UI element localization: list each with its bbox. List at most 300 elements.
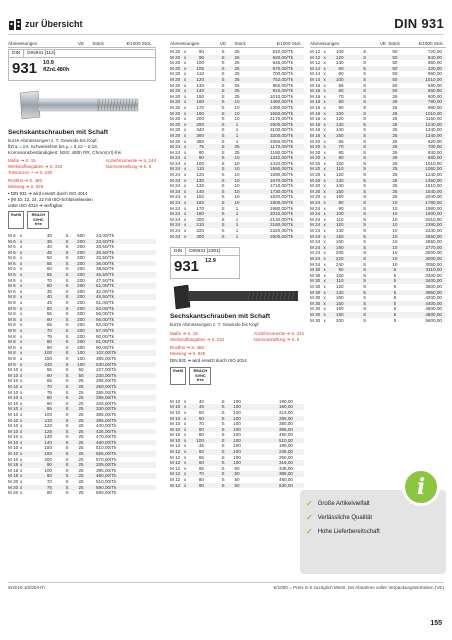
times-sign: x [20,232,23,238]
pack-qty: 200 [77,294,85,300]
pack-qty: 1 [235,127,239,133]
price: 1060,00 [425,166,442,172]
price: 67,00/Tk [96,328,114,334]
times-sign: x [323,289,326,295]
ref-link[interactable]: Maße ➔ S. 15 [8,158,36,164]
price: 180,00 [278,398,293,404]
info-icon: i [402,468,440,506]
price: 285,00/Tk [96,389,117,395]
pack-qty: 200 [77,266,85,272]
price: 1820,00/Tk [270,194,293,200]
thread-size: M 24 [170,194,181,200]
pack-qty: 25 [78,378,84,384]
column-middle [170,39,304,488]
price: 1730,00/Tk [270,188,293,194]
times-sign: x [184,144,187,150]
length: 100 [335,211,344,217]
price: 62,00/Tk [96,322,114,328]
pack-qty: 10 [392,233,398,239]
thread-size: M 24 [310,261,321,267]
thread-size: M 20 [310,183,321,189]
price: 860,00 [427,60,442,66]
times-sign: x [323,272,326,278]
header-stueck: Stück [234,40,246,46]
ve-code: S [65,411,69,417]
times-sign: x [20,456,23,462]
thread-size: M 30 [310,311,321,317]
times-sign: x [184,233,187,239]
ve-code: S [363,183,367,189]
length: 110 [336,278,344,284]
product-material-refs [8,178,156,189]
times-sign: x [184,110,187,116]
header-stueck: Stück [388,40,400,46]
thread-size: M 30 [310,289,321,295]
pack-qty: 25 [392,160,398,166]
reach-badge: REACH SVHC free [27,211,49,229]
length: 110 [44,417,52,423]
pack-qty: 1 [235,211,239,217]
thread-size: M 14 [310,71,321,77]
times-sign: x [20,344,23,350]
times-sign: x [184,172,187,178]
times-sign: x [184,71,187,77]
price: 3950,00 [425,289,442,295]
ve-code: S [221,172,225,178]
thread-size: M 14 [310,76,321,82]
length: 380 [196,138,204,144]
thread-size: M 30 [310,295,321,301]
din-value[interactable]: DIN931 [2301] [185,248,223,255]
price: 720,00 [427,49,442,54]
price: 56,00/Tk [96,316,114,322]
pack-qty: 200 [77,316,85,322]
times-sign: x [184,460,187,466]
ve-code: S [363,132,367,138]
price: 1590,00/Tk [270,172,293,178]
times-sign: x [323,138,326,144]
thread-size: M 12 [170,471,181,477]
ve-code: S [221,155,225,161]
thread-size: M 12 [310,60,321,66]
pack-qty: 25 [392,149,398,155]
price: 180,00 [278,404,293,410]
thread-size: M 24 [170,205,181,211]
price: 780,00 [427,99,442,105]
pack-qty: 200 [77,277,85,283]
length: 100 [335,76,344,82]
price: 480,00/Tk [96,473,117,479]
length: 60 [46,266,52,272]
back-label: zur Übersicht [25,18,83,29]
pack-qty: 1 [235,222,239,228]
price: 570,00/Tk [96,456,117,462]
price: 480,00 [278,477,293,483]
ve-code: S [65,361,69,367]
price: 5600,00 [425,317,442,323]
pack-qty: 5 [393,306,397,312]
price: 2320,00/Tk [270,228,293,233]
length: 300 [196,233,204,239]
size-table-left [8,233,156,496]
times-sign: x [20,277,23,283]
thread-size: M 12 [170,460,181,466]
times-sign: x [323,144,326,150]
pack-qty: 100 [233,437,241,443]
length: 45 [198,443,204,449]
times-sign: x [20,244,23,250]
length: 110 [336,166,344,172]
pack-qty: 25 [392,188,398,194]
ve-code: S [363,278,367,284]
ve-code: S [363,155,367,161]
pack-qty: 25 [392,144,398,150]
table-row[interactable] [170,234,304,240]
length: 160 [196,200,204,206]
thread-size: M 20 [310,160,321,166]
thread-size: M 10 [8,428,19,434]
note-line: DIN 931 ➔ wird ersetzt durch ISO 4014 [170,358,247,364]
price: 1240,00 [425,172,442,178]
pack-qty: 25 [78,484,84,490]
thread-size: M 10 [8,439,19,445]
length: 100 [196,437,204,443]
pack-qty: 25 [78,417,84,423]
times-sign: x [20,255,23,261]
thread-size: M 30 [310,317,321,323]
pack-qty: 1 [235,233,239,239]
thread-size: M 10 [8,417,19,423]
times-sign: x [323,99,326,105]
pack-qty: 1 [235,205,239,211]
ve-code: S [221,104,225,110]
price: 3100,00/Tk [270,127,293,133]
pack-qty: 25 [392,172,398,178]
price: 2600,00/Tk [270,233,293,239]
price: 3110,00 [425,267,442,273]
price: 2170,00/Tk [270,116,293,122]
thread-size: M 20 [8,479,19,485]
length: 70 [46,383,52,389]
price: 380,00 [278,421,293,427]
length: 120 [196,76,204,82]
length: 150 [335,300,344,306]
length: 120 [44,423,52,429]
times-sign: x [184,116,187,122]
pack-qty: 5 [393,267,397,273]
length: 200 [196,116,204,122]
ve-code: S [363,222,367,228]
ref-link[interactable]: Anziehmomente ➔ S. 244 [105,158,156,164]
length: 140 [335,228,344,233]
pack-qty: 10 [392,222,398,228]
thread-size: M 6 [8,244,16,250]
pack-qty: 10 [392,216,398,222]
times-sign: x [20,406,23,412]
thread-size: M 10 [8,389,19,395]
price: 2010,00 [425,216,442,222]
thread-size: M 20 [170,82,181,88]
ve-code: S [65,283,69,289]
ref-link[interactable]: Toleranzen + ➔ S. 230 [8,169,53,175]
pack-qty: 25 [234,71,240,77]
thread-size: M 10 [170,415,181,421]
pack-qty: 200 [77,339,85,345]
compliance-badges [8,211,156,229]
pack-qty: 1 [235,138,239,144]
pack-qty: 200 [77,260,85,266]
thread-size: M 24 [310,200,321,206]
ve-code: S [221,177,225,183]
price: 1980,00 [425,205,442,211]
pack-qty: 25 [78,445,84,451]
thread-size: M 8 [8,311,16,317]
length: 75 [46,333,52,339]
pack-qty: 10 [392,244,398,250]
thread-size: M 24 [170,149,181,155]
ref-link[interactable]: Werkstoffangaben ➔ S. 232 [170,336,225,342]
product-din-row [171,248,239,256]
ve-code: S [221,132,225,138]
price: 2180,00/Tk [270,222,293,228]
times-sign: x [20,383,23,389]
ve-code: S [221,205,225,211]
product-din-row [9,50,155,58]
thread-size: M 10 [8,395,19,401]
thread-size: M 20 [170,88,181,94]
pack-qty: 25 [78,389,84,395]
times-sign: x [184,477,187,483]
pack-qty: 25 [392,194,398,200]
ref-link[interactable]: Werkstoffangaben ➔ S. 232 [8,163,63,169]
times-sign: x [184,93,187,99]
times-sign: x [323,104,326,110]
ve-code: S [221,116,225,122]
table-row[interactable] [310,318,446,324]
compliance-badges [170,367,304,385]
times-sign: x [20,300,23,306]
price: 335,00/Tk [96,462,117,468]
pack-qty: 5 [393,295,397,301]
price: 590,00/Tk [96,490,117,496]
din-value[interactable]: DIN931 [112] [23,50,58,57]
ve-code: S [363,239,367,245]
ve-code: S [65,328,69,334]
pack-qty: 1 [235,121,239,127]
ve-code: S [363,71,367,77]
pack-qty: 25 [78,462,84,468]
pack-qty: 25 [234,93,240,99]
times-sign: x [184,138,187,144]
pack-qty: 10 [234,194,240,200]
times-sign: x [323,300,326,306]
table-row[interactable] [8,490,156,496]
length: 130 [335,121,344,127]
thread-size: M 16 [310,104,321,110]
ve-code: S [221,183,225,189]
table-row[interactable] [170,483,304,489]
header-dimensions: Abmessungen [170,40,200,46]
header-ve: VE [379,40,386,46]
thread-size: M 12 [170,465,181,471]
ve-code: S [363,200,367,206]
length: 220 [335,255,344,261]
length: 125 [44,428,52,434]
length: 45 [198,404,204,410]
times-sign: x [184,65,187,71]
pack-qty: 10 [234,155,240,161]
times-sign: x [323,205,326,211]
length: 120 [335,222,344,228]
thread-size: M 6 [8,266,16,272]
price: 1350,00 [425,177,442,183]
ve-code: S [221,71,225,77]
length: 65 [338,138,344,144]
ve-code: S [363,283,367,289]
times-sign: x [184,188,187,194]
length: 110 [336,216,344,222]
pack-qty: 200 [77,249,85,255]
pack-qty: 25 [78,434,84,440]
length: 60 [338,65,344,71]
times-sign: x [323,200,326,206]
times-sign: x [323,239,326,245]
thread-size: M 20 [310,194,321,200]
length: 100 [335,110,344,116]
ref-link[interactable]: Messing ➔ S. 925 [170,350,206,356]
price: 700,00/Tk [272,71,293,77]
length: 70 [338,93,344,99]
note-line: • DIN 931 ➔ wird ersetzt durch ISO 4014 [8,191,88,197]
ve-code: S [65,417,69,423]
ve-code: S [363,295,367,301]
length: 40 [46,244,52,250]
thread-size: M 10 [8,451,19,457]
reach-badge: REACH SVHC free [189,367,211,385]
ref-link[interactable]: Messing ➔ S. 925 [8,183,44,189]
ve-code: S [221,443,225,449]
times-sign: x [184,200,187,206]
ref-link[interactable]: Maße ➔ S. 15 [170,330,198,336]
times-sign: x [184,465,187,471]
times-sign: x [20,266,23,272]
price: 3300,00 [425,272,442,278]
times-sign: x [20,372,23,378]
thread-size: M 6 [8,260,16,266]
length: 70 [198,421,204,427]
ve-code: S [363,177,367,183]
ref-link[interactable]: Rostfrei ➔ S. 486 [170,345,204,351]
length: 110 [196,71,204,77]
length: 340 [196,127,204,133]
price: 330,00/Tk [96,406,117,412]
ref-link[interactable]: Anziehmomente ➔ S. 244 [253,330,304,336]
thread-size: M 6 [8,249,16,255]
ve-code: S [221,477,225,483]
thread-size: M 24 [170,233,181,239]
price: 295,00/Tk [96,395,117,401]
back-to-overview-link[interactable] [8,18,83,30]
length: 65 [46,272,52,278]
price: 980,00 [427,104,442,110]
length: 80 [198,477,204,483]
ve-code: S [363,228,367,233]
times-sign: x [323,250,326,256]
pack-qty: 10 [392,261,398,267]
footer-price-note: €/1000 = Preis in € zuzüglich MwSt. bei Abnahme voller Verpackungseinheiten (VE) [273,585,444,590]
table-header [310,39,446,48]
header-price: €/1000 Stck. [418,40,444,46]
ve-code: S [65,255,69,261]
thread-size: M 12 [170,449,181,455]
ve-code: S [221,149,225,155]
length: 60 [198,415,204,421]
header-ve: VE [219,40,227,46]
product-grade: 12.9 [205,258,216,265]
ve-code: S [221,460,225,466]
price: 345,00 [278,465,293,471]
pack-qty: 100 [233,443,241,449]
thread-size: M 24 [310,222,321,228]
pack-qty: 25 [392,132,398,138]
pack-qty: 100 [233,421,241,427]
ref-link[interactable]: Rostfrei ➔ S. 486 [8,178,42,184]
times-sign: x [184,82,187,88]
times-sign: x [323,233,326,239]
ve-code: S [221,166,225,172]
ve-code: S [65,288,69,294]
ref-link[interactable]: Normumstellung ➔ S. 6 [253,336,300,342]
times-sign: x [184,437,187,443]
times-sign: x [184,228,187,233]
price: 2040,00 [425,194,442,200]
times-sign: x [20,389,23,395]
ve-code: S [65,232,69,238]
ve-code: S [221,415,225,421]
thread-size: M 20 [310,144,321,150]
thread-size: M 8 [8,300,16,306]
price: 230,00/Tk [96,372,117,378]
price: 3400,00 [425,278,442,284]
price: 4800,00 [425,311,442,317]
price: 960,00 [427,71,442,77]
pack-qty: 25 [78,428,84,434]
pack-qty: 50 [78,372,84,378]
pack-qty: 200 [77,328,85,334]
price: 385,00/Tk [96,411,117,417]
top-bar [8,13,444,35]
pack-qty: 10 [234,166,240,172]
ve-code: S [363,272,367,278]
times-sign: x [323,76,326,82]
times-sign: x [184,426,187,432]
ve-code: S [363,88,367,94]
times-sign: x [323,54,326,60]
ref-link[interactable]: Normumstellung ➔ S. 6 [105,163,152,169]
ve-code: S [363,166,367,172]
note-line: unter ISO 4014 ➔ verfügbar [8,202,63,208]
bolt-drawing-dark [170,281,304,311]
length: 70 [338,144,344,150]
times-sign: x [184,160,187,166]
price: 510,00/Tk [96,479,117,485]
times-sign: x [20,423,23,429]
thread-size: M 24 [170,200,181,206]
size-table-middle-12-9 [170,399,304,489]
price: 1010,00 [425,110,442,116]
length: 50 [46,305,52,311]
price: 1550,00/Tk [270,166,293,172]
